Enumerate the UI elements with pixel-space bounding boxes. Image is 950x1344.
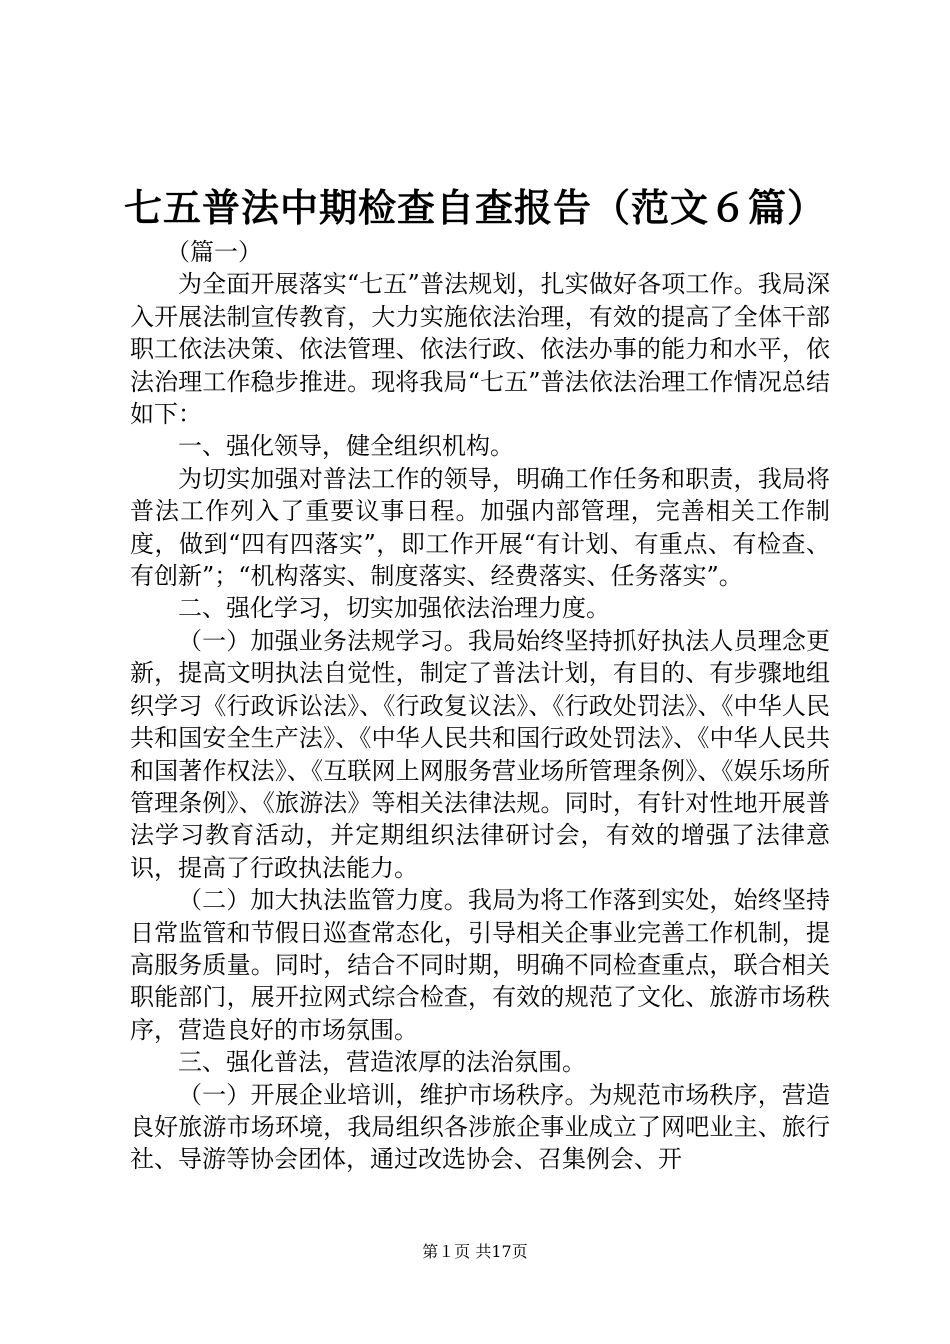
heading-two: 二、强化学习，切实加强依法治理力度。 [178,594,610,623]
paragraph-leadership: 为切实加强对普法工作的领导，明确工作任务和职责，我局将普法工作列入了重要议事日程。加强内部管理，完善相关工作制度，做到“四有四落实”，即工作开展“有计划、有重点、有检查、有创新”；“机构落实、制度落实、经费落实、任务落实”。 [130,464,830,591]
heading-one: 一、强化领导，健全组织机构。 [178,432,514,461]
section-label: （篇一） [166,238,262,266]
page-footer: 第１页 共17页 [422,1242,528,1261]
heading-three: 三、强化普法，营造浓厚的法治氛围。 [178,1048,586,1077]
document-body [130,236,830,1176]
paragraph-study: （一）加强业务法规学习。我局始终坚持抓好执法人员理念更新，提高文明执法自觉性，制定了普法计划，有目的、有步骤地组织学习《行政诉讼法》、《行政复议法》、《行政处罚法》、《中华人民共和国安全生产法》、《中华人民共和国行政处罚法》、《中华人民共和国著作权法》、《互联网上网服务营业场所管理条例》、《娱乐场所管理条例》、《旅游法》等相关法律法规。同时，有针对性地开展普法学习教育活动，并定期组织法律研讨会，有效的增强了法律意识，提高了行政执法能力。 [130,626,830,882]
document-title: 七五普法中期检查自查报告（范文６篇） [123,185,826,230]
paragraph-supervision: （二）加大执法监管力度。我局为将工作落到实处，始终坚持日常监管和节假日巡查常态化，引导相关企事业完善工作机制，提高服务质量。同时，结合不同时期，明确不同检查重点，联合相关职能部门，展开拉网式综合检查，有效的规范了文化、旅游市场秩序，营造良好的市场氛围。 [130,886,830,1044]
paragraph-training: （一）开展企业培训，维护市场秩序。为规范市场秩序，营造良好旅游市场环境，我局组织各涉旅企事业成立了网吧业主、旅行社、导游等协会团体，通过改选协会、召集例会、开 [130,1080,830,1174]
paragraph-intro: 为全面开展落实“七五”普法规划，扎实做好各项工作。我局深入开展法制宣传教育，大力实施依法治理，有效的提高了全体干部职工依法决策、依法管理、依法行政、依法办事的能力和水平，依法治理工作稳步推进。现将我局“七五”普法依法治理工作情况总结如下： [130,270,830,429]
